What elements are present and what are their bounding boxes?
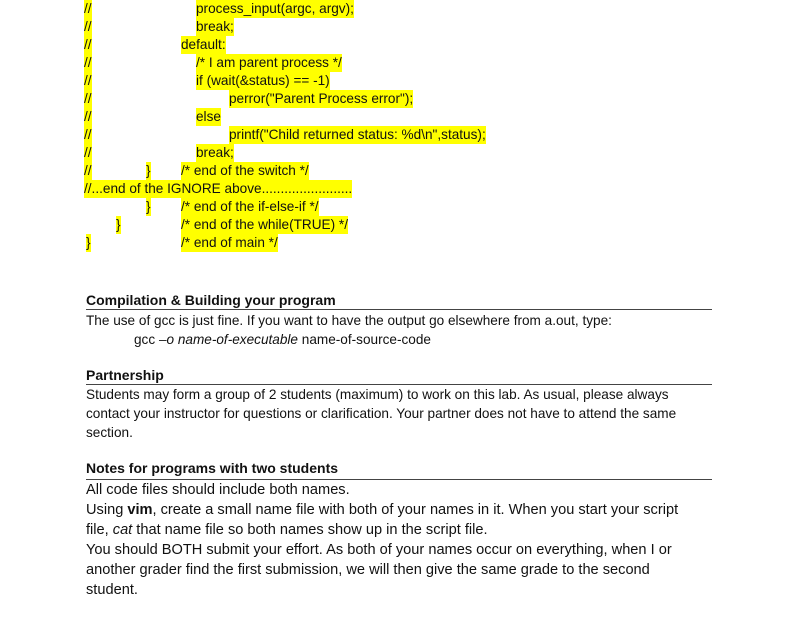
- notes-heading: Notes for programs with two students: [86, 460, 339, 476]
- notes-text-part: file,: [86, 522, 113, 538]
- notes-text: All code files should include both names.: [86, 482, 350, 498]
- code-line: default:: [181, 37, 226, 52]
- notes-body: [86, 480, 712, 600]
- code-comment-marker: //: [84, 1, 92, 16]
- code-comment-marker: //: [84, 37, 92, 52]
- cat-keyword: cat: [112, 522, 133, 538]
- code-comment-marker: //: [84, 163, 92, 178]
- partnership-text: section.: [86, 425, 133, 440]
- code-closing-brace: }: [146, 163, 151, 178]
- code-comment-marker: //: [84, 145, 92, 160]
- vim-keyword: vim: [127, 502, 153, 518]
- code-closing-brace: }: [86, 235, 91, 250]
- code-comment-marker: //: [84, 109, 92, 124]
- code-line: if (wait(&status) == -1): [196, 73, 330, 88]
- compilation-divider: [86, 309, 712, 310]
- notes-text-part: Using: [86, 502, 128, 518]
- notes-text: student.: [86, 582, 138, 598]
- code-line: /* I am parent process */: [196, 55, 342, 70]
- code-comment-marker: //: [84, 73, 92, 88]
- compilation-heading: Compilation & Building your program: [86, 292, 336, 308]
- notes-text: [86, 520, 712, 540]
- code-line: printf("Child returned status: %d\n",status);: [229, 127, 486, 142]
- code-line: /* end of main */: [181, 235, 278, 250]
- partnership-text: contact your instructor for questions or clarification. Your partner does not have to attend the same: [86, 406, 677, 421]
- code-line: /* end of the while(TRUE) */: [181, 217, 348, 232]
- notes-text: [86, 500, 712, 520]
- compile-command-prefix: gcc: [134, 332, 159, 347]
- code-closing-brace: }: [146, 199, 151, 214]
- notes-text-part: that name file so both names show up in the script file.: [132, 522, 488, 538]
- code-snippet: [0, 0, 788, 260]
- code-comment-marker: //: [84, 19, 92, 34]
- compile-command-flag: –o name-of-executable: [158, 332, 298, 347]
- code-line: perror("Parent Process error");: [229, 91, 414, 106]
- code-line: break;: [196, 19, 234, 34]
- code-comment-marker: //: [84, 91, 92, 106]
- partnership-heading: Partnership: [86, 367, 164, 383]
- code-line: else: [196, 109, 221, 124]
- code-line: //...end of the IGNORE above........................: [84, 181, 353, 196]
- code-line: process_input(argc, argv);: [196, 1, 354, 16]
- code-comment-marker: //: [84, 55, 92, 70]
- notes-text-part: , create a small name file with both of your names in it. When you start your script: [152, 502, 679, 518]
- code-line: /* end of the switch */: [181, 163, 309, 178]
- code-closing-brace: }: [116, 217, 121, 232]
- compilation-body: [86, 311, 712, 349]
- code-line: break;: [196, 145, 234, 160]
- code-comment-marker: //: [84, 127, 92, 142]
- partnership-body: [86, 385, 712, 442]
- notes-text: You should BOTH submit your effort. As both of your names occur on everything, when I or: [86, 542, 672, 558]
- code-line: /* end of the if-else-if */: [181, 199, 319, 214]
- notes-text: another grader find the first submission, we will then give the same grade to the second: [86, 562, 650, 578]
- compile-command: [86, 330, 712, 349]
- partnership-text: Students may form a group of 2 students (maximum) to work on this lab. As usual, please always: [86, 387, 669, 402]
- compilation-text: The use of gcc is just fine. If you want to have the output go elsewhere from a.out, type:: [86, 313, 612, 328]
- compile-command-suffix: name-of-source-code: [297, 332, 431, 347]
